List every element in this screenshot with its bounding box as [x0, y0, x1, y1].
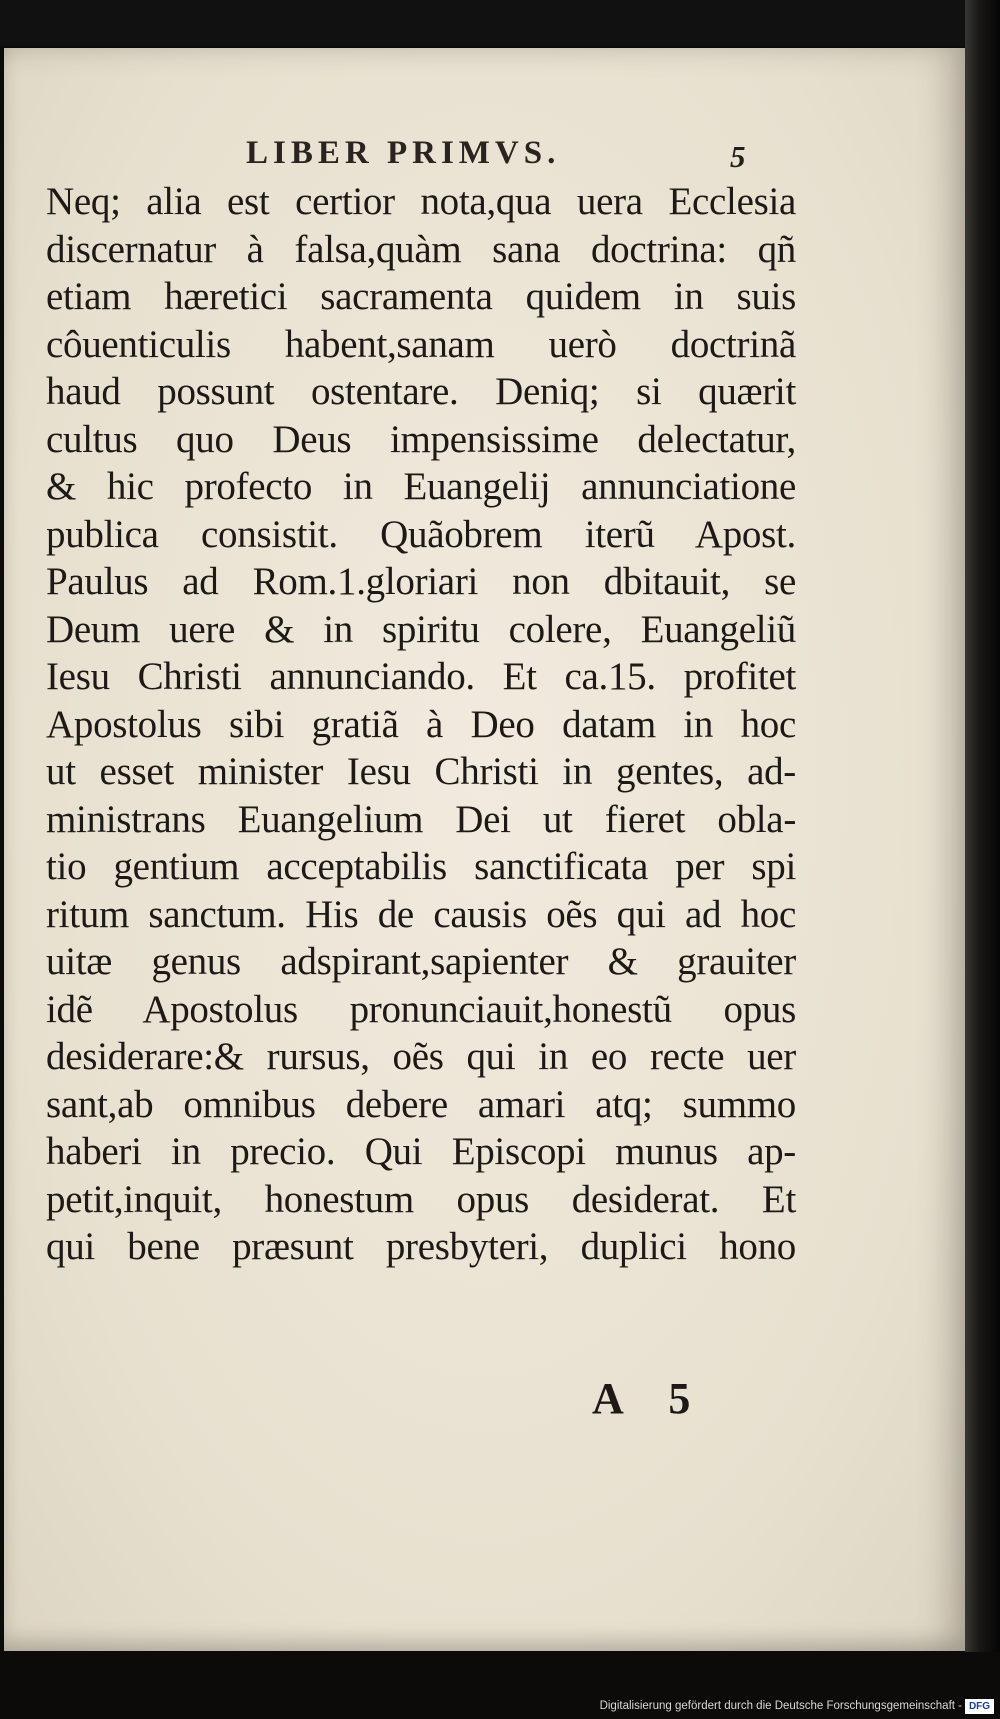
- text-line: Neq; alia est certior nota,qua uera Ecclesia: [46, 180, 796, 223]
- text-line: & hic profecto in Euangelij annunciatione: [46, 465, 796, 508]
- dfg-logo-icon: DFG: [965, 1699, 994, 1714]
- text-line: cultus quo Deus impensissime delectatur,: [46, 417, 796, 461]
- text-line: Deum uere & in spiritu colere, Euangeliũ: [46, 607, 796, 651]
- text-line: desiderare:& rursus, oẽs qui in eo recte uer: [46, 1035, 796, 1078]
- text-line: qui bene præsunt presbyteri, duplici hono: [46, 1225, 796, 1268]
- text-line: sant,ab omnibus debere amari atq; summo: [46, 1082, 796, 1126]
- text-line: idẽ Apostolus pronunciauit,honestũ opus: [46, 987, 796, 1031]
- text-line: ut esset minister Iesu Christi in gentes, ad-: [46, 750, 796, 793]
- running-title: LIBER PRIMVS.: [246, 135, 561, 171]
- funding-credit: Digitalisierung gefördert durch die Deutsche Forschungsgemeinschaft -: [599, 1700, 962, 1712]
- folio-number: 5: [730, 139, 746, 174]
- text-line: Paulus ad Rom.1.gloriari non dbitauit, se: [46, 560, 796, 603]
- scan-border-right: [965, 0, 1000, 1719]
- text-line: haberi in precio. Qui Episcopi munus ap-: [46, 1130, 796, 1173]
- text-line: publica consistit. Quãobrem iterũ Apost.: [46, 512, 796, 556]
- text-line: petit,inquit, honestum opus desiderat. Et: [46, 1177, 796, 1221]
- text-line: tio gentium acceptabilis sanctificata per spi: [46, 845, 796, 888]
- text-line: uitæ genus adspirant,sapienter & grauiter: [46, 940, 796, 983]
- text-line: Apostolus sibi gratiã à Deo datam in hoc: [46, 702, 796, 746]
- text-line: Iesu Christi annunciando. Et ca.15. profitet: [46, 655, 796, 698]
- text-line: ministrans Euangelium Dei ut fieret obla-: [46, 797, 796, 841]
- text-block: [46, 178, 796, 1271]
- text-line: côuenticulis habent,sanam uerò doctrinã: [46, 322, 796, 366]
- text-line: ritum sanctum. His de causis oẽs qui ad hoc: [46, 892, 796, 936]
- signature-mark: A 5: [592, 1374, 709, 1423]
- text-line: haud possunt ostentare. Deniq; si quærit: [46, 370, 796, 413]
- text-line: discernatur à falsa,quàm sana doctrina: qñ: [46, 227, 796, 271]
- scan-border-top: [0, 0, 1000, 46]
- text-line: etiam hæretici sacramenta quidem in suis: [46, 275, 796, 318]
